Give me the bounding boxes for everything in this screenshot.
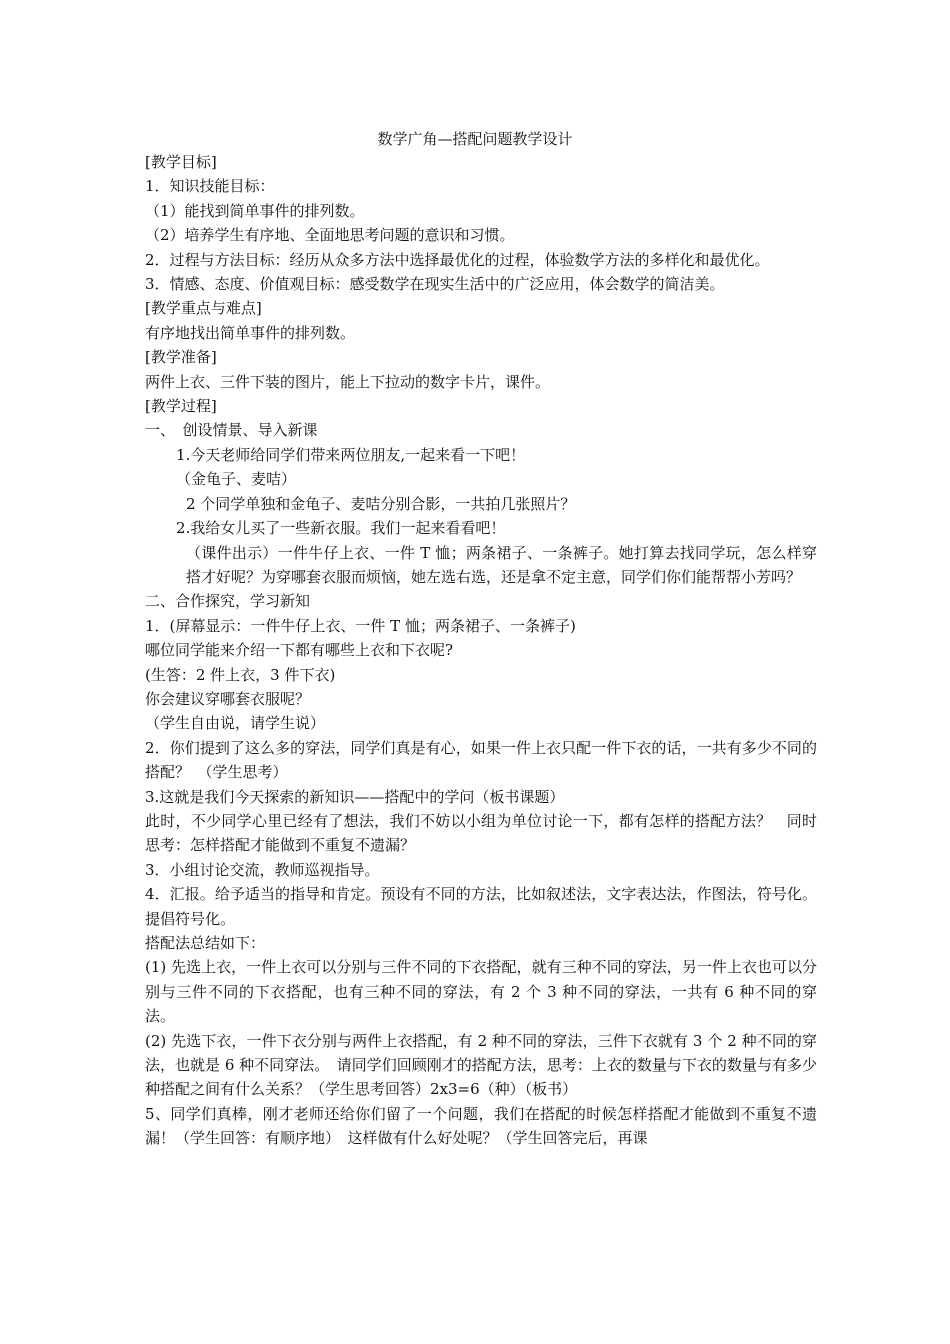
- paragraph: （2）培养学生有序地、全面地思考问题的意识和习惯。: [145, 226, 515, 245]
- section-heading-objectives: [教学目标]: [145, 153, 217, 171]
- section-heading-preparation: [教学准备]: [145, 348, 217, 367]
- paragraph: 搭配法总结如下：: [145, 934, 266, 952]
- paragraph: （1）能找到简单事件的排列数。: [145, 201, 365, 220]
- paragraph: 一、 创设情景、导入新课: [145, 421, 318, 440]
- paragraph: 有序地找出简单事件的排列数。: [145, 323, 356, 342]
- paragraph: 二、合作探究，学习新知: [145, 592, 311, 611]
- paragraph: 两件上衣、三件下装的图片，能上下拉动的数字卡片，课件。: [145, 372, 551, 391]
- paragraph: 4．汇报。给予适当的指导和肯定。预设有不同的方法，比如叙述法，文字表达法，作图法，符号化。提倡符号化。: [145, 885, 817, 928]
- paragraph: (2) 先选下衣，一件下衣分别与两件上衣搭配，有 2 种不同的穿法，三件下衣就有 3 个 2 种不同的穿法，也就是 6 种不同穿法。 请同学们回顾刚才的搭配方法，思考：上衣的数量与下衣的数量与有多少种搭配之间有什么关系？（学生思考回答）2x3=6（种）（板书）: [145, 1031, 817, 1099]
- paragraph: 3．情感、态度、价值观目标：感受数学在现实生活中的广泛应用，体会数学的简洁美。: [145, 275, 725, 294]
- section-heading-process: [教学过程]: [145, 397, 217, 416]
- paragraph: 2．过程与方法目标：经历从众多方法中选择最优化的过程，体验数学方法的多样化和最优化。: [145, 250, 770, 269]
- paragraph: 3．小组讨论交流，教师巡视指导。: [145, 860, 380, 879]
- paragraph: (1) 先选上衣，一件上衣可以分别与三件不同的下衣搭配，就有三种不同的穿法，另一件上衣也可以分别与三件不同的下衣搭配，也有三种不同的穿法，有 2 个 3 种不同的穿法，一共有 6 种不同的穿法。: [145, 958, 817, 1026]
- paragraph: （学生自由说，请学生说）: [145, 714, 326, 733]
- paragraph: 2．你们提到了这么多的穿法，同学们真是有心，如果一件上衣只配一件下衣的话，一共有多少不同的搭配？ （学生思考）: [145, 738, 817, 782]
- paragraph: 1.今天老师给同学们带来两位朋友,一起来看一下吧！: [176, 445, 526, 464]
- paragraph: 你会建议穿哪套衣服呢？: [145, 689, 311, 708]
- paragraph: 3.这就是我们今天探索的新知识——搭配中的学问（板书课题）: [145, 787, 565, 806]
- paragraph: （课件出示）一件牛仔上衣、一件 T 恤；两条裙子、一条裤子。她打算去找同学玩，怎么样穿搭才好呢？为穿哪套衣服而烦恼，她左选右选，还是拿不定主意，同学们你们能帮帮小芳吗？: [186, 543, 817, 586]
- paragraph: 哪位同学能来介绍一下都有哪些上衣和下衣呢?: [145, 641, 454, 660]
- paragraph: （金龟子、麦咭）: [176, 470, 297, 489]
- document-title: 数学广角—搭配问题教学设计: [377, 130, 573, 148]
- paragraph: (生答：2 件上衣，3 件下衣): [145, 665, 336, 684]
- paragraph: 2 个同学单独和金龟子、麦咭分别合影，一共拍几张照片？: [186, 494, 576, 513]
- paragraph: 2.我给女儿买了一些新衣服。我们一起来看看吧！: [176, 519, 506, 538]
- section-heading-key-points: [教学重点与难点]: [145, 299, 262, 318]
- document-body: [145, 150, 817, 1151]
- paragraph: 此时，不少同学心里已经有了想法，我们不妨以小组为单位讨论一下，都有怎样的搭配方法？ 同时思考：怎样搭配才能做到不重复不遗漏？: [145, 811, 817, 855]
- paragraph: 1．(屏幕显示：一件牛仔上衣、一件 T 恤；两条裙子、一条裤子): [145, 616, 576, 635]
- paragraph: 1．知识技能目标：: [145, 177, 275, 196]
- paragraph: 5、同学们真棒，刚才老师还给你们留了一个问题，我们在搭配的时候怎样搭配才能做到不重复不遗漏！（学生回答：有顺序地） 这样做有什么好处呢？（学生回答完后，再课: [145, 1104, 817, 1148]
